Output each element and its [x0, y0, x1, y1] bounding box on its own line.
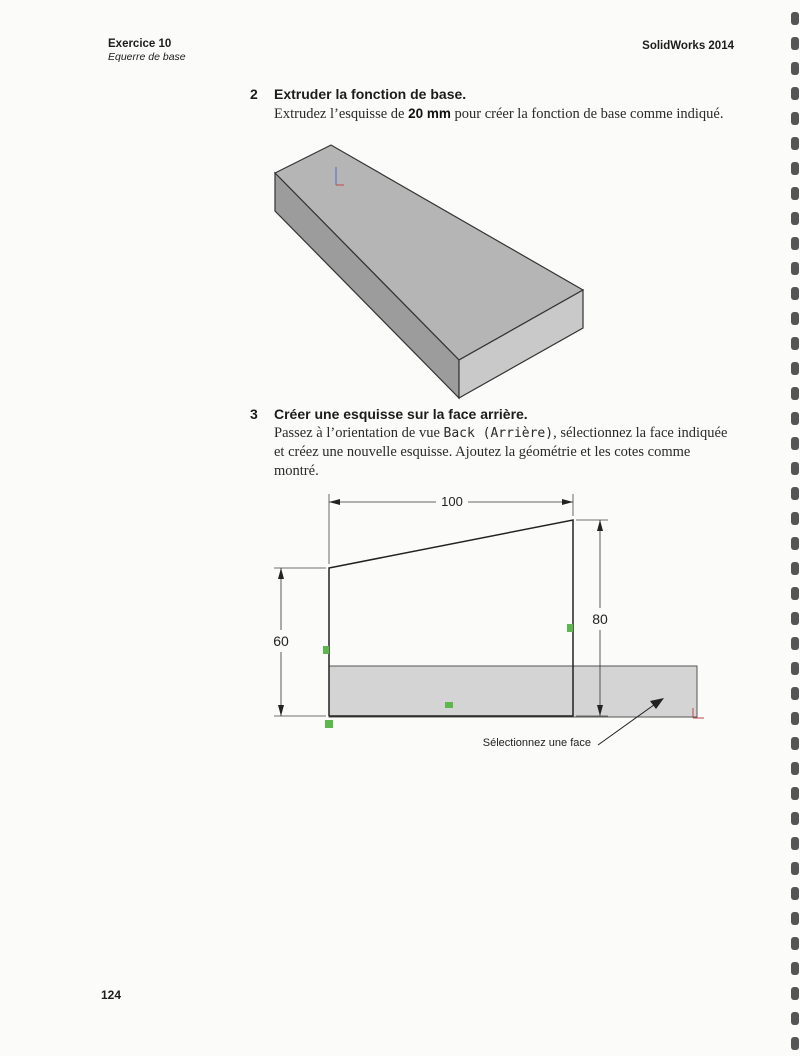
step-2-number: 2	[250, 86, 258, 102]
binding-ring	[791, 137, 799, 150]
binding-ring	[791, 562, 799, 575]
binding-ring	[791, 237, 799, 250]
binding-ring	[791, 337, 799, 350]
binding-ring	[791, 12, 799, 25]
software-label: SolidWorks 2014	[642, 40, 734, 52]
step-3-text	[274, 424, 730, 481]
callout-label: Sélectionnez une face	[482, 737, 591, 749]
binding-ring	[791, 612, 799, 625]
binding-ring	[791, 462, 799, 475]
horizontal-relation-marker	[445, 702, 453, 708]
binding-ring	[791, 662, 799, 675]
step-2-text-post: pour créer la fonction de base comme indiqué.	[450, 106, 724, 122]
binding-ring	[791, 362, 799, 375]
binding-ring	[791, 262, 799, 275]
binding-rings	[791, 12, 799, 1050]
binding-ring	[791, 62, 799, 75]
step-2-text	[274, 104, 734, 124]
binding-ring	[791, 1037, 799, 1050]
binding-ring	[791, 387, 799, 400]
binding-ring	[791, 937, 799, 950]
step-3-number: 3	[250, 406, 258, 422]
binding-ring	[791, 87, 799, 100]
binding-ring	[791, 762, 799, 775]
binding-ring	[791, 412, 799, 425]
extruded-base-illustration	[270, 140, 590, 400]
vertical-relation-marker	[567, 624, 573, 632]
binding-ring	[791, 187, 799, 200]
binding-ring	[791, 512, 799, 525]
selected-face	[329, 666, 697, 717]
binding-ring	[791, 312, 799, 325]
vertical-relation-marker	[323, 646, 329, 654]
binding-ring	[791, 837, 799, 850]
binding-ring	[791, 162, 799, 175]
binding-ring	[791, 537, 799, 550]
step-3-text-pre: Passez à l’orientation de vue	[274, 425, 444, 441]
binding-ring	[791, 1012, 799, 1025]
step-2-title: Extruder la fonction de base.	[274, 86, 467, 102]
binding-ring	[791, 587, 799, 600]
exercise-subtitle: Equerre de base	[108, 51, 186, 63]
step-3-title: Créer une esquisse sur la face arrière.	[274, 406, 528, 422]
header-left	[108, 38, 186, 64]
binding-ring	[791, 437, 799, 450]
binding-ring	[791, 687, 799, 700]
binding-ring	[791, 787, 799, 800]
step-2-text-bold: 20 mm	[408, 106, 451, 121]
binding-ring	[791, 862, 799, 875]
binding-ring	[791, 887, 799, 900]
binding-ring	[791, 487, 799, 500]
binding-ring	[791, 737, 799, 750]
dimension-label-left: 60	[273, 633, 289, 649]
binding-ring	[791, 287, 799, 300]
binding-ring	[791, 712, 799, 725]
sketch-drawing	[260, 490, 720, 755]
dimension-label-width: 100	[441, 494, 463, 509]
binding-ring	[791, 212, 799, 225]
page-number: 124	[101, 988, 122, 1002]
binding-ring	[791, 987, 799, 1000]
binding-ring	[791, 812, 799, 825]
spiral-binding	[788, 0, 800, 1056]
coincident-relation-marker	[325, 720, 333, 728]
step-3-view-name: Back (Arrière)	[443, 426, 554, 441]
step-2-text-pre: Extrudez l’esquisse de	[274, 106, 409, 122]
binding-ring	[791, 912, 799, 925]
exercise-title: Exercice 10	[108, 38, 172, 50]
binding-ring	[791, 112, 799, 125]
binding-ring	[791, 37, 799, 50]
dimension-label-right: 80	[592, 611, 608, 627]
step-3-text-post: , sélectionnez la face indiquée et créez une nouvelle esquisse. Ajoutez la géométrie et les cotes comme montré.	[274, 425, 728, 479]
binding-ring	[791, 637, 799, 650]
binding-ring	[791, 962, 799, 975]
